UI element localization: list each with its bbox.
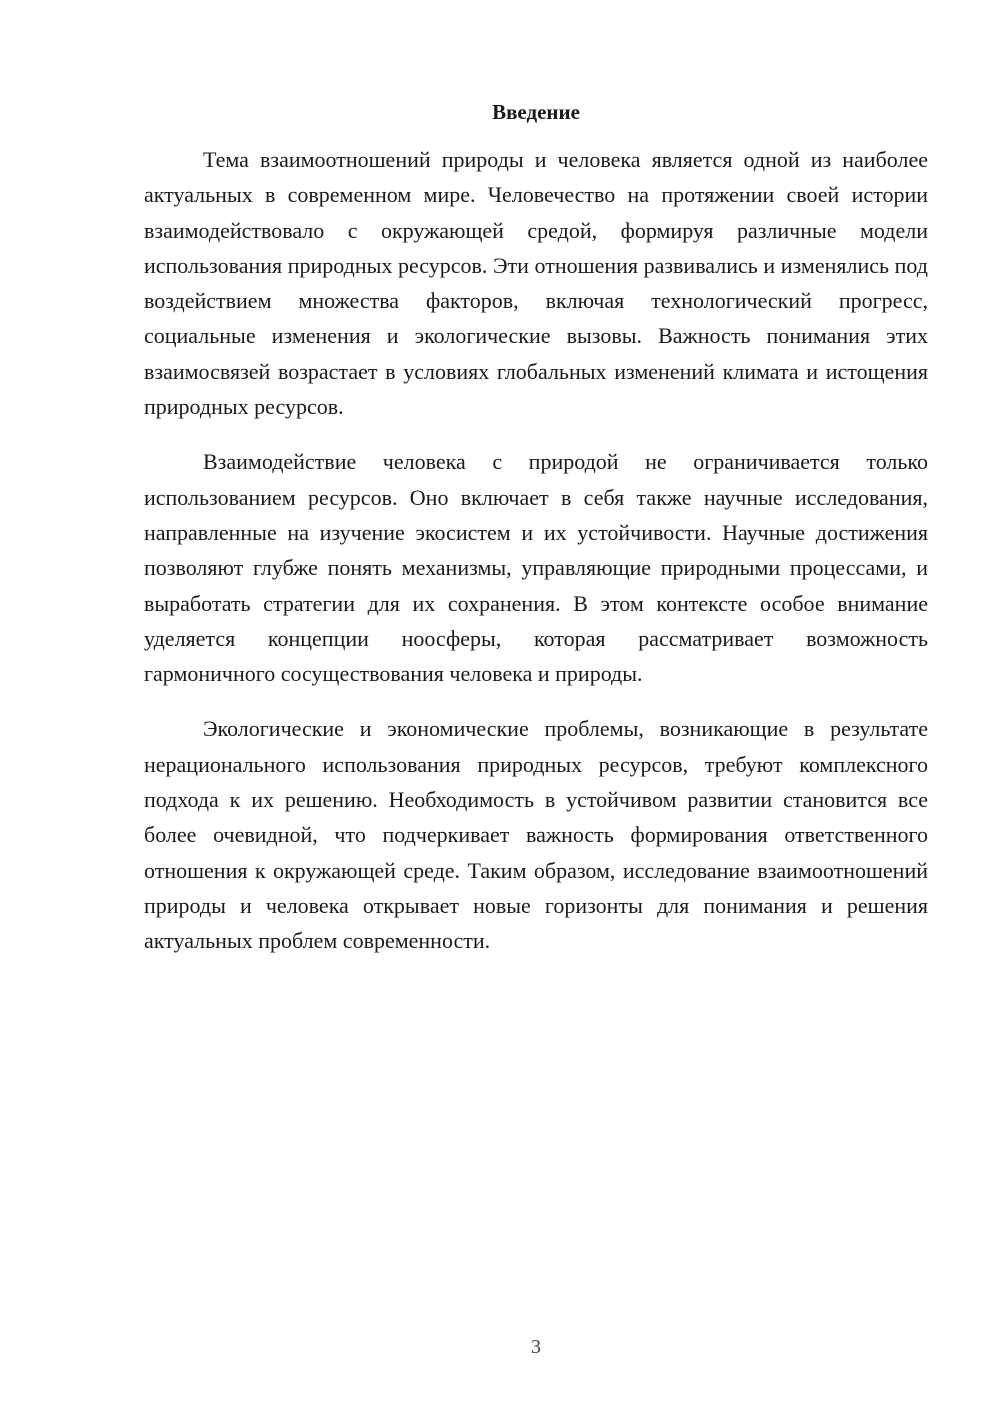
paragraph-1: Тема взаимоотношений природы и человека является одной из наиболее актуальных в современном мире. Человечество на протяжении своей истории взаимодействовало с окружающей средой, формируя различные модели использования природных ресурсов. Эти отношения развивались и изменялись под воздействием множества факторов, включая технологический прогресс, социальные изменения и экологические вызовы. Важность понимания этих взаимосвязей возрастает в условиях глобальных изменений климата и истощения природных ресурсов.: [144, 147, 928, 420]
section-heading: Введение: [492, 100, 580, 124]
paragraph-2: Взаимодействие человека с природой не ограничивается только использованием ресурсов. Оно включает в себя также научные исследования, направленные на изучение экосистем и их устойчивости. Научные достижения позволяют глубже понять механизмы, управляющие природными процессами, и выработать стратегии для их сохранения. В этом контексте особое внимание уделяется концепции ноосферы, которая рассматривает возможность гармоничного сосуществования человека и природы.: [144, 449, 928, 687]
page-number: 3: [531, 1336, 541, 1358]
paragraph-3: Экологические и экономические проблемы, возникающие в результате нерационального использования природных ресурсов, требуют комплексного подхода к их решению. Необходимость в устойчивом развитии становится все более очевидной, что подчеркивает важность формирования ответственного отношения к окружающей среде. Таким образом, исследование взаимоотношений природы и человека открывает новые горизонты для понимания и решения актуальных проблем современности.: [144, 716, 928, 954]
body-text: [144, 142, 928, 979]
